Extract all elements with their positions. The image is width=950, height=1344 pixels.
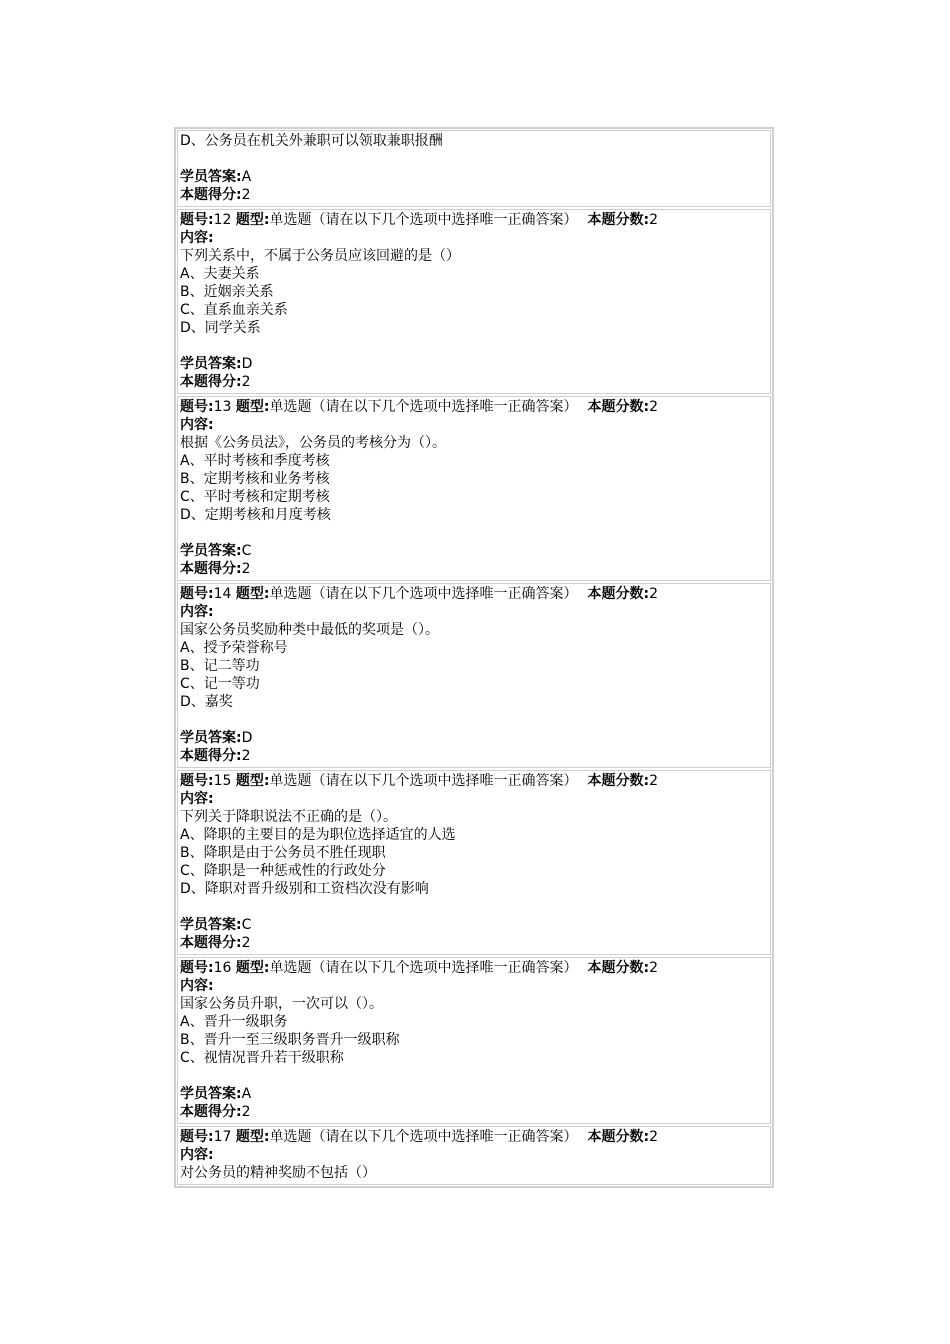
student-answer: 学员答案:A: [180, 169, 252, 185]
option-c: C、记一等功: [180, 676, 260, 692]
question-header: 题号:16 题型:单选题（请在以下几个选项中选择唯一正确答案） 本题分数:2: [180, 960, 659, 976]
option-b: B、定期考核和业务考核: [180, 471, 330, 487]
option-b: B、降职是由于公务员不胜任现职: [180, 845, 386, 861]
question-stem: 对公务员的精神奖励不包括（）: [180, 1165, 376, 1181]
question-12: [177, 209, 771, 394]
question-11-tail: [177, 130, 771, 207]
question-header: 题号:13 题型:单选题（请在以下几个选项中选择唯一正确答案） 本题分数:2: [180, 399, 659, 415]
question-stem: 国家公务员奖励种类中最低的奖项是（）。: [180, 622, 439, 638]
question-stem: 国家公务员升职，一次可以（）。: [180, 996, 383, 1012]
option-b: B、晋升一至三级职务晋升一级职称: [180, 1032, 400, 1048]
exam-results-table: [174, 127, 774, 1188]
question-14: [177, 583, 771, 768]
student-answer: 学员答案:D: [180, 730, 253, 746]
content-label: 内容:: [180, 1147, 214, 1163]
student-answer: 学员答案:C: [180, 917, 252, 933]
option-a: A、晋升一级职务: [180, 1014, 288, 1030]
content-label: 内容:: [180, 230, 214, 246]
option-d: D、定期考核和月度考核: [180, 507, 331, 523]
option-a: A、降职的主要目的是为职位选择适宜的人选: [180, 827, 456, 843]
question-stem: 下列关系中，不属于公务员应该回避的是（）: [180, 248, 460, 264]
question-score-got: 本题得分:2: [180, 561, 251, 577]
question-16: [177, 957, 771, 1124]
option-a: A、平时考核和季度考核: [180, 453, 330, 469]
question-stem: 下列关于降职说法不正确的是（）。: [180, 809, 397, 825]
question-score-got: 本题得分:2: [180, 187, 251, 203]
option-a: A、夫妻关系: [180, 266, 260, 282]
question-15: [177, 770, 771, 955]
student-answer: 学员答案:C: [180, 543, 252, 559]
question-17: [177, 1126, 771, 1185]
question-header: 题号:15 题型:单选题（请在以下几个选项中选择唯一正确答案） 本题分数:2: [180, 773, 659, 789]
option-d: D、同学关系: [180, 320, 261, 336]
content-label: 内容:: [180, 978, 214, 994]
question-score-got: 本题得分:2: [180, 748, 251, 764]
question-header: 题号:14 题型:单选题（请在以下几个选项中选择唯一正确答案） 本题分数:2: [180, 586, 659, 602]
option-a: A、授予荣誉称号: [180, 640, 288, 656]
question-score-got: 本题得分:2: [180, 1104, 251, 1120]
option-d: D、嘉奖: [180, 694, 233, 710]
question-score-got: 本题得分:2: [180, 935, 251, 951]
content-label: 内容:: [180, 791, 214, 807]
question-header: 题号:17 题型:单选题（请在以下几个选项中选择唯一正确答案） 本题分数:2: [180, 1129, 659, 1145]
student-answer: 学员答案:A: [180, 1086, 252, 1102]
option-d: D、公务员在机关外兼职可以领取兼职报酬: [180, 133, 443, 149]
option-b: B、近姻亲关系: [180, 284, 274, 300]
question-score-got: 本题得分:2: [180, 374, 251, 390]
option-b: B、记二等功: [180, 658, 260, 674]
question-header: 题号:12 题型:单选题（请在以下几个选项中选择唯一正确答案） 本题分数:2: [180, 212, 659, 228]
option-d: D、降职对晋升级别和工资档次没有影响: [180, 881, 429, 897]
question-stem: 根据《公务员法》，公务员的考核分为（）。: [180, 435, 446, 451]
question-13: [177, 396, 771, 581]
option-c: C、直系血亲关系: [180, 302, 288, 318]
option-c: C、视情况晋升若干级职称: [180, 1050, 344, 1066]
option-c: C、降职是一种惩戒性的行政处分: [180, 863, 386, 879]
content-label: 内容:: [180, 604, 214, 620]
option-c: C、平时考核和定期考核: [180, 489, 330, 505]
content-label: 内容:: [180, 417, 214, 433]
student-answer: 学员答案:D: [180, 356, 253, 372]
